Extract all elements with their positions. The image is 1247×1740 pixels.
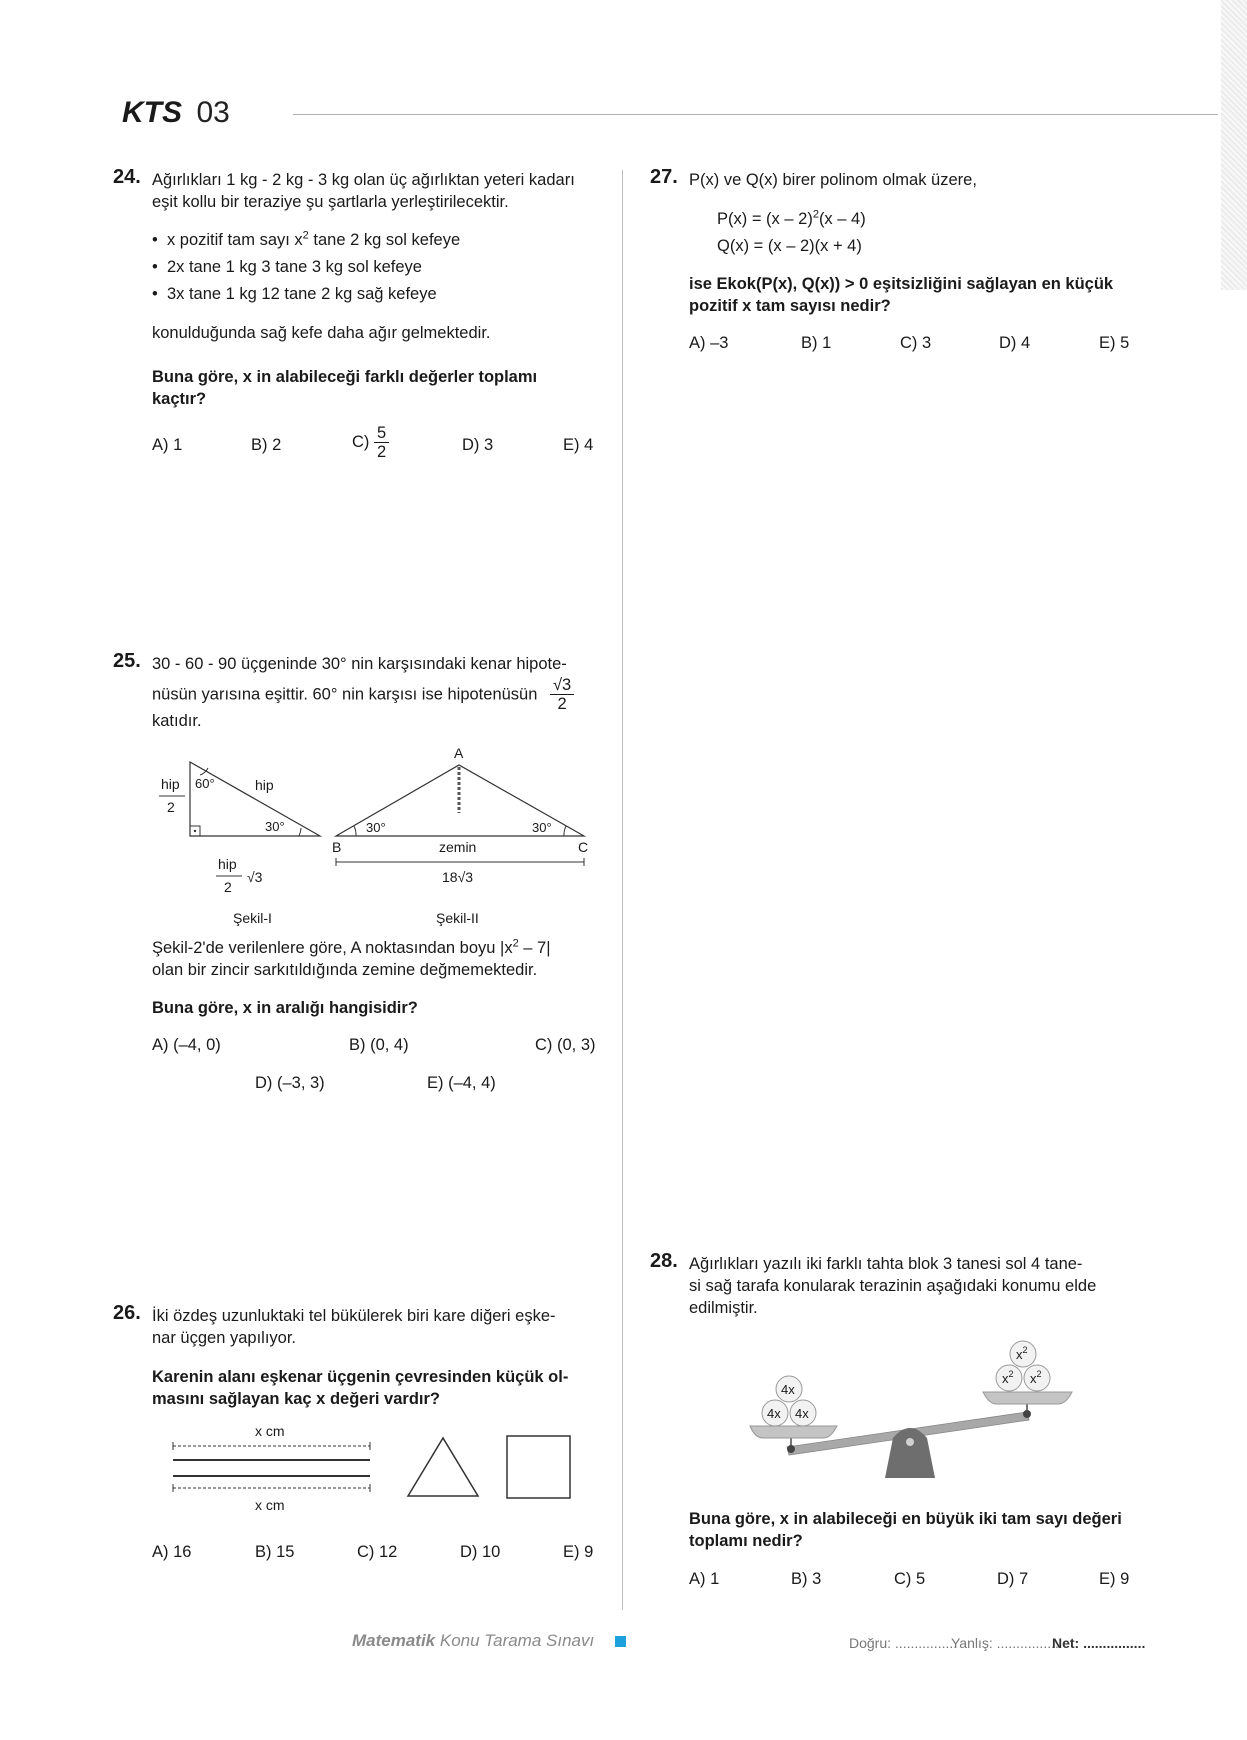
fig1-hip-num: hip	[161, 776, 180, 792]
q27-question-line2: pozitif x tam sayısı nedir?	[689, 297, 891, 315]
fig2-label-a: A	[454, 745, 464, 761]
q26-question-line2: masını sağlayan kaç x değeri vardır?	[152, 1390, 440, 1408]
q27-intro: P(x) ve Q(x) birer polinom olmak üzere,	[689, 171, 977, 189]
q27-p	[717, 208, 866, 230]
bullet-dot: •	[152, 258, 167, 276]
q26-line2: nar üçgen yapılıyor.	[152, 1329, 297, 1347]
page-edge-texture	[1221, 0, 1247, 290]
q27-p-a: P(x) = (x – 2)	[717, 210, 813, 228]
right-triangle	[190, 762, 320, 836]
q28-option-e[interactable]: E) 9	[1099, 1570, 1130, 1588]
q24-question-line2: kaçtır?	[152, 390, 207, 408]
q28-option-c[interactable]: C) 5	[894, 1570, 926, 1588]
q28-balance-figure	[745, 1330, 1075, 1485]
q25-option-b[interactable]: B) (0, 4)	[349, 1036, 409, 1054]
q25-line2	[152, 676, 574, 713]
fig1-hip: hip	[255, 777, 274, 793]
right-weight-label: x	[1002, 1371, 1009, 1386]
fig2-angle-b: 30°	[366, 820, 386, 835]
left-weights	[762, 1376, 816, 1426]
q25-line1: 30 - 60 - 90 üçgeninde 30° nin karşısındaki kenar hipote-	[152, 655, 567, 673]
q25-text1-sup: 2	[512, 937, 519, 950]
q24-option-c-num: 5	[374, 424, 389, 443]
q24-option-e[interactable]: E) 4	[563, 436, 594, 454]
q25-option-a[interactable]: A) (–4, 0)	[152, 1036, 221, 1054]
q24-option-a[interactable]: A) 1	[152, 436, 183, 454]
q25-number: 25.	[113, 650, 141, 672]
q26-option-c[interactable]: C) 12	[357, 1543, 398, 1561]
footer-exam-title: Konu Tarama Sınavı	[435, 1631, 595, 1650]
right-weight-sup: 2	[1036, 1369, 1042, 1379]
q28-line2: si sağ tarafa konularak terazinin aşağıdaki konumu elde	[689, 1277, 1097, 1295]
q25-line3: katıdır.	[152, 712, 202, 730]
footer-title	[352, 1631, 594, 1651]
q25-figure-1	[155, 752, 330, 932]
q26-bottom-label: x cm	[255, 1497, 285, 1513]
fig2-zemin: zemin	[439, 839, 477, 855]
bullet-dot: •	[152, 285, 167, 303]
q24-intro-line2: eşit kollu bir teraziye şu şartlarla yerleştirilecektir.	[152, 193, 509, 211]
right-weight-sup: 2	[1008, 1369, 1014, 1379]
q25-line2-text: nüsün yarısına eşittir. 60° nin karşısı ise hipotenüsün	[152, 685, 538, 704]
header-number: 03	[196, 96, 230, 129]
q24-option-b[interactable]: B) 2	[251, 436, 282, 454]
q27-number: 27.	[650, 166, 678, 188]
q24-bullet2	[152, 256, 422, 278]
q26-figure	[165, 1422, 585, 1522]
column-divider	[622, 170, 623, 1610]
header	[122, 96, 230, 130]
right-weights	[996, 1341, 1050, 1391]
q26-option-e[interactable]: E) 9	[563, 1543, 594, 1561]
right-weight-sup: 2	[1022, 1345, 1028, 1355]
q25-frac-num: √3	[550, 676, 574, 695]
fig2-caption: Şekil-II	[436, 910, 479, 926]
fig1-caption: Şekil-I	[233, 910, 272, 926]
q27-q: Q(x) = (x – 2)(x + 4)	[717, 237, 862, 255]
q28-line3: edilmiştir.	[689, 1299, 758, 1317]
q25-text1	[152, 937, 551, 959]
q24-bullet3	[152, 283, 437, 305]
q27-option-c[interactable]: C) 3	[900, 334, 932, 352]
q25-option-e[interactable]: E) (–4, 4)	[427, 1074, 496, 1092]
q24-bullet2-text: 2x tane 1 kg 3 tane 3 kg sol kefeye	[166, 258, 422, 276]
q25-option-c[interactable]: C) (0, 3)	[535, 1036, 596, 1054]
bullet-dot: •	[152, 231, 167, 249]
fig2-label-c: C	[578, 839, 589, 855]
fig1-bottom-root: √3	[247, 869, 263, 885]
q24-option-c-label: C)	[352, 433, 370, 451]
q27-option-e[interactable]: E) 5	[1099, 334, 1130, 352]
q26-line1: İki özdeş uzunluktaki tel bükülerek biri kare diğeri eşke-	[152, 1307, 556, 1325]
fig1-bottom-num: hip	[218, 856, 237, 872]
q27-option-b[interactable]: B) 1	[801, 334, 832, 352]
q24-question-line1: Buna göre, x in alabileceği farklı değerler toplamı	[152, 368, 538, 386]
score-yanlis[interactable]: Yanlış: ................	[951, 1635, 1059, 1651]
q24-number: 24.	[113, 166, 141, 188]
q24-bullet1-text: x pozitif tam sayı x	[166, 231, 303, 249]
q26-option-b[interactable]: B) 15	[255, 1543, 295, 1561]
right-weight-label: x	[1030, 1371, 1037, 1386]
q26-top-label: x cm	[255, 1423, 285, 1439]
score-net[interactable]: Net: ................	[1052, 1635, 1146, 1651]
q24-after: konulduğunda sağ kefe daha ağır gelmektedir.	[152, 324, 491, 342]
left-weight-label: 4x	[781, 1382, 795, 1397]
fig2-label-b: B	[332, 839, 342, 855]
right-pan	[983, 1392, 1072, 1404]
score-dogru[interactable]: Doğru: ................	[849, 1635, 958, 1651]
q25-root3-over-2	[550, 676, 574, 713]
equilateral-triangle	[408, 1438, 478, 1496]
q26-question-line1: Karenin alanı eşkenar üçgenin çevresinden küçük ol-	[152, 1368, 569, 1386]
fig2-length: 18√3	[442, 869, 474, 885]
square	[507, 1436, 570, 1498]
q27-question-line1: ise Ekok(P(x), Q(x)) > 0 eşitsizliğini sağlayan en küçük	[689, 275, 1114, 293]
q28-number: 28.	[650, 1250, 678, 1272]
q25-text1-b: – 7|	[518, 939, 551, 957]
q28-option-b[interactable]: B) 3	[791, 1570, 822, 1588]
right-weight-label: x	[1016, 1347, 1023, 1362]
q25-text2: olan bir zincir sarkıtıldığında zemine değmemektedir.	[152, 961, 538, 979]
q24-option-c[interactable]	[352, 424, 389, 461]
q28-question-line2: toplamı nedir?	[689, 1532, 803, 1550]
q26-option-d[interactable]: D) 10	[460, 1543, 501, 1561]
q27-option-d[interactable]: D) 4	[999, 334, 1031, 352]
q27-p-sup: 2	[812, 208, 819, 221]
q28-option-a[interactable]: A) 1	[689, 1570, 720, 1588]
q26-number: 26.	[113, 1302, 141, 1324]
left-pan	[750, 1426, 837, 1438]
q27-p-b: (x – 4)	[818, 210, 866, 228]
header-brand: KTS	[122, 96, 182, 129]
q24-bullet3-text: 3x tane 1 kg 12 tane 2 kg sağ kefeye	[166, 285, 437, 303]
fig1-bottom-den: 2	[224, 879, 232, 895]
q25-question: Buna göre, x in aralığı hangisidir?	[152, 999, 418, 1017]
fig2-angle-c: 30°	[532, 820, 552, 835]
q24-option-c-fraction	[374, 424, 389, 461]
fig1-angle30: 30°	[265, 819, 285, 834]
footer-subject: Matematik	[352, 1631, 436, 1650]
q28-line1: Ağırlıkları yazılı iki farklı tahta blok 3 tanesi sol 4 tane-	[689, 1255, 1083, 1273]
q27-option-a[interactable]: A) –3	[689, 334, 729, 352]
fig1-hip-den: 2	[167, 799, 175, 815]
q24-bullet1	[152, 229, 460, 251]
q24-bullet1-sup: 2	[302, 229, 309, 242]
q25-figure-2	[326, 745, 596, 930]
q24-intro-line1: Ağırlıkları 1 kg - 2 kg - 3 kg olan üç ağırlıktan yeteri kadarı	[152, 171, 575, 189]
q24-option-c-den: 2	[377, 443, 387, 461]
q25-option-d[interactable]: D) (–3, 3)	[255, 1074, 325, 1092]
q28-option-d[interactable]: D) 7	[997, 1570, 1029, 1588]
left-weight-label: 4x	[767, 1406, 781, 1421]
q25-text1-a: Şekil-2'de verilenlere göre, A noktasından boyu |x	[152, 939, 513, 957]
left-weight-label: 4x	[795, 1406, 809, 1421]
q24-bullet1-rest: tane 2 kg sol kefeye	[308, 231, 461, 249]
q28-question-line1: Buna göre, x in alabileceği en büyük iki tam sayı değeri	[689, 1510, 1122, 1528]
footer-accent-square	[615, 1636, 626, 1647]
q26-option-a[interactable]: A) 16	[152, 1543, 192, 1561]
q25-frac-den: 2	[557, 695, 567, 713]
q24-option-d[interactable]: D) 3	[462, 436, 494, 454]
fig1-angle60: 60°	[195, 776, 215, 791]
header-rule	[293, 114, 1218, 115]
